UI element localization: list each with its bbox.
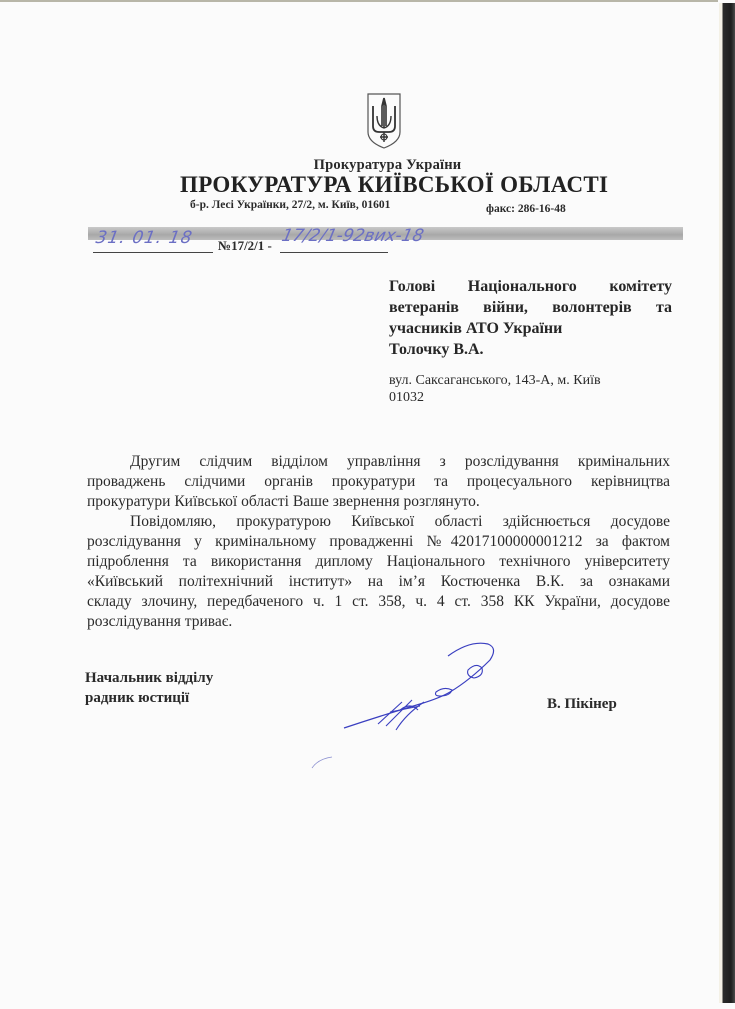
handwritten-reference-number: 17/2/1-92вих-18 <box>279 226 426 246</box>
number-underline <box>280 252 388 253</box>
body-line: Повідомляю, прокуратурою Київської області здійснюється досудове <box>130 513 670 530</box>
recipient-address-zip: 01032 <box>389 390 424 405</box>
signatory-rank: радник юстиції <box>85 690 190 706</box>
stray-pen-mark-icon <box>310 755 335 770</box>
recipient-line: Голові Національного комітету <box>389 278 672 295</box>
signatory-name: В. Пікінер <box>547 696 617 712</box>
recipient-line: учасників АТО України <box>389 320 563 337</box>
recipient-name: Толочку В.А. <box>389 341 484 358</box>
recipient-line: ветеранів війни, волонтерів та <box>389 299 672 316</box>
trident-emblem-icon <box>365 92 403 150</box>
signatory-title <box>85 668 213 708</box>
reference-number-label: №17/2/1 - <box>218 238 272 253</box>
body-line: розслідування у кримінальному провадженні №42017100000001212 за фактом <box>87 533 670 550</box>
org-address: б-р. Лесі Українки, 27/2, м. Київ, 01601 <box>190 199 391 211</box>
recipient-block <box>389 276 672 360</box>
body-line: Другим слідчим відділом управління з розслідування кримінальних <box>130 453 670 470</box>
page-top-edge <box>0 0 718 2</box>
org-parent-title: Прокуратура України <box>313 157 462 173</box>
body-line: підроблення та використання диплому Національного технічного університету <box>87 553 670 570</box>
body-line: «Київський політехнічний інститут» на ім’я Костюченка В.К. за ознаками <box>87 573 670 590</box>
org-fax: факс: 286-16-48 <box>486 203 566 215</box>
body-line: складу злочину, передбаченого ч. 1 ст. 358, ч. 4 ст. 358 КК України, досудове <box>87 593 670 610</box>
handwritten-date: 31. 01. 18 <box>94 228 195 248</box>
recipient-address-street: вул. Саксаганського, 143-А, м. Київ <box>389 373 601 388</box>
letter-body <box>87 452 670 632</box>
body-line: прокуратури Київської області Ваше звернення розглянуто. <box>87 493 480 510</box>
paragraph-1 <box>87 452 670 512</box>
body-line: розслідування триває. <box>87 613 233 630</box>
date-underline <box>93 252 213 253</box>
body-line: проваджень слідчими органів прокуратури та процесуального керівництва <box>87 473 670 490</box>
paragraph-2 <box>87 512 670 632</box>
org-title: ПРОКУРАТУРА КИЇВСЬКОЇ ОБЛАСТІ <box>180 172 609 197</box>
signatory-position: Начальник відділу <box>85 670 214 686</box>
page-right-edge <box>719 3 735 1003</box>
signature-icon <box>340 640 500 740</box>
recipient-address <box>389 372 601 406</box>
